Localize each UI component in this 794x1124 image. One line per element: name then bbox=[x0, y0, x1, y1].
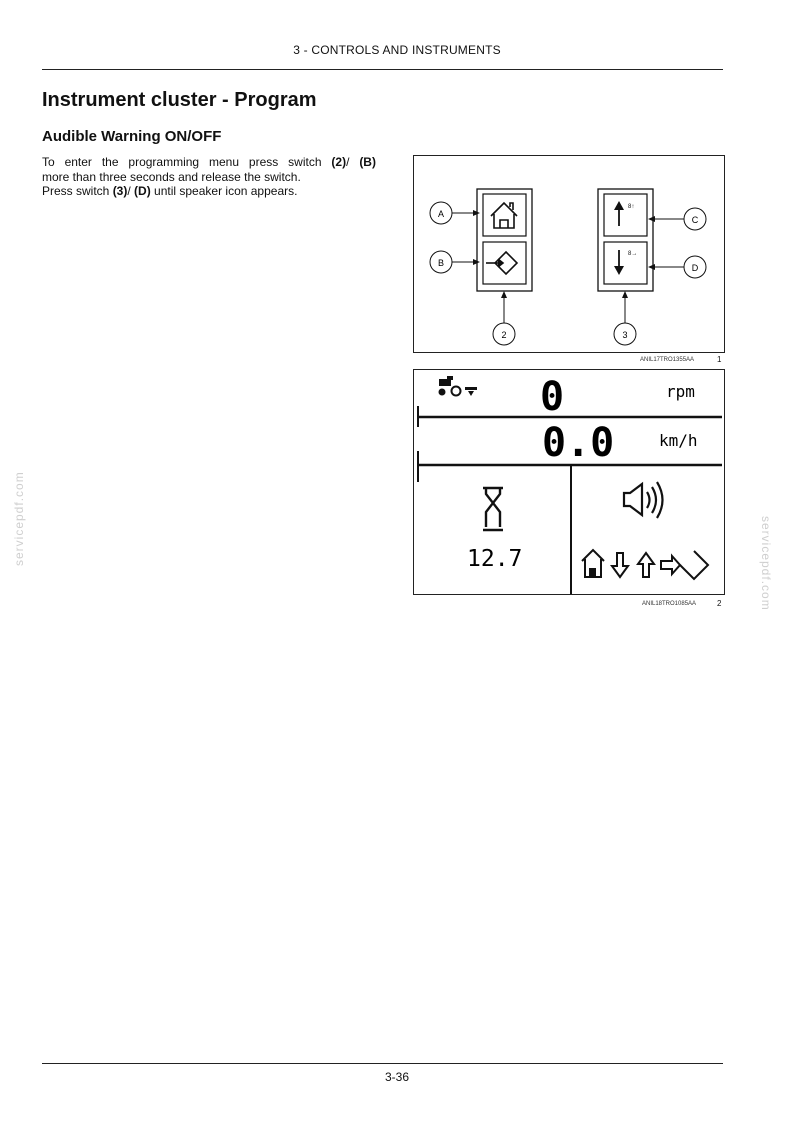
figure-1-caption: ANIL17TRO1355AA bbox=[640, 357, 695, 363]
callout-d: D bbox=[691, 263, 699, 273]
home-icon bbox=[582, 550, 604, 577]
up-arrow-icon bbox=[638, 553, 654, 577]
home-button bbox=[483, 194, 526, 236]
figure-1-number: 1 bbox=[717, 355, 722, 364]
section-subtitle: Audible Warning ON/OFF bbox=[42, 128, 222, 145]
callout-3: 3 bbox=[622, 330, 628, 340]
tractor-pto-icon bbox=[439, 376, 478, 396]
down-button bbox=[604, 242, 647, 284]
callout-c: C bbox=[691, 215, 699, 225]
switch-diagram bbox=[413, 155, 725, 353]
engine-speed-value: 0 bbox=[540, 374, 565, 420]
instruction-line-2: more than three seconds and release the switch. bbox=[42, 169, 301, 184]
watermark-right: servicepdf.com bbox=[759, 516, 773, 611]
lcd-display-svg bbox=[414, 370, 724, 594]
ground-speed-unit: km/h bbox=[659, 431, 698, 450]
timer-value: 12.7 bbox=[467, 546, 523, 572]
up-button bbox=[604, 194, 647, 236]
down-arrow-icon bbox=[612, 553, 628, 577]
instruction-line-3: Press switch (3)/ (D) until speaker icon appears. bbox=[42, 184, 298, 198]
instruction-line-1: To enter the programming menu press switch (2)/ (B) bbox=[42, 155, 376, 169]
figure-2-number: 2 bbox=[717, 599, 722, 608]
page-header: 3 - CONTROLS AND INSTRUMENTS bbox=[293, 43, 501, 57]
figure-2-caption: ANIL18TRO1085AA bbox=[642, 601, 697, 607]
instruction-text bbox=[42, 155, 376, 199]
engine-speed-unit: rpm bbox=[666, 382, 695, 401]
callout-b: B bbox=[437, 258, 445, 268]
header-rule bbox=[42, 69, 723, 70]
enter-icon bbox=[661, 551, 708, 579]
down-small-label: 8→ bbox=[628, 251, 638, 257]
callout-a: A bbox=[437, 209, 445, 219]
switch-diagram-svg bbox=[414, 156, 724, 352]
callout-2: 2 bbox=[501, 330, 507, 340]
up-small-label: 8↑ bbox=[628, 204, 635, 210]
watermark-left: servicepdf.com bbox=[12, 471, 26, 566]
speaker-icon bbox=[624, 482, 663, 518]
page-number: 3-36 bbox=[384, 1070, 410, 1084]
lcd-display bbox=[413, 369, 725, 595]
hourglass-icon bbox=[483, 488, 503, 530]
page-title: Instrument cluster - Program bbox=[42, 89, 317, 111]
footer-rule bbox=[42, 1063, 723, 1064]
ground-speed-value: 0.0 bbox=[542, 420, 615, 466]
